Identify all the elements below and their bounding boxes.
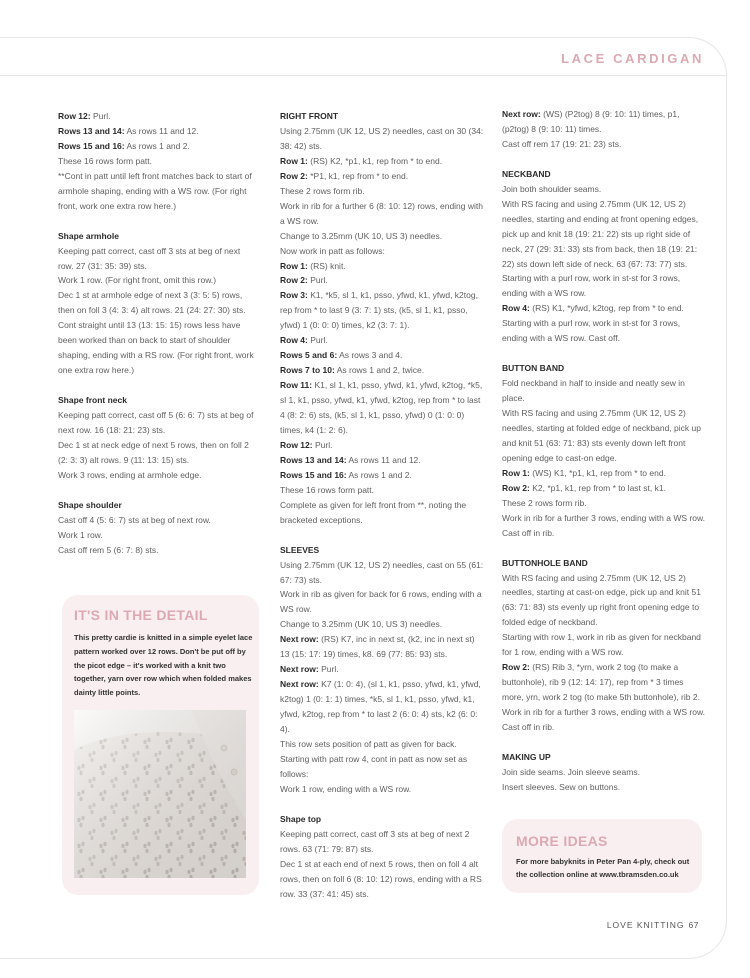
paragraph: Work in rib as given for back for 6 rows, ending with a WS row. — [280, 589, 482, 615]
heading-button-band: BUTTON BAND — [502, 363, 565, 374]
heading-making-up: MAKING UP — [502, 751, 551, 762]
paragraph: Using 2.75mm (UK 12, US 2) needles, cast on 30 (34: 38: 42) sts. — [280, 125, 484, 151]
paragraph: Starting with a purl row, work in st-st for 3 rows, ending with a WS row. Cast off. — [502, 318, 681, 344]
paragraph: Cast off rem 5 (6: 7: 8) sts. — [58, 544, 159, 555]
more-ideas-box — [502, 819, 702, 893]
paragraph: Row 2: (RS) Rib 3, *yrn, work 2 tog (to make a buttonhole), rib 9 (12: 14: 17), rep from * 3 times more, yrn, work 2 tog (to make 5th buttonhole), rib 2. Work in rib for a further 3 rows, ending with a WS row. Cast off in rib. — [502, 662, 705, 733]
paragraph: Work 3 rows, ending at armhole edge. — [58, 469, 202, 480]
paragraph: Dec 1 st at armhole edge of next 3 (3: 5: 5) rows, then on foll 3 (4: 3: 4) alt rows. 21 (24: 27: 30) sts. — [58, 290, 246, 316]
column-1 — [58, 109, 258, 558]
paragraph: **Cont in patt until left front matches back to start of armhole shaping, ending with a WS row. (For right front, work one extra row here.) — [58, 170, 252, 211]
paragraph: Work 1 row, ending with a WS row. — [280, 783, 412, 794]
subheading-shape-shoulder: Shape shoulder — [58, 499, 122, 510]
section-title: LACE CARDIGAN — [561, 51, 704, 66]
paragraph: Keeping patt correct, cast off 3 sts at beg of next row. 27 (31: 35: 39) sts. — [58, 245, 241, 271]
knitted-lace-photo — [74, 710, 246, 878]
paragraph: This row sets position of patt as given for back. Starting with patt row 4, cont in patt as now set as follows: — [280, 739, 468, 779]
heading-neckband: NECKBAND — [502, 168, 551, 179]
paragraph: Starting with a purl row, work in st-st for 3 rows, ending with a WS row. — [502, 273, 681, 299]
paragraph: Row 2: Purl. — [280, 275, 328, 286]
paragraph: These 2 rows form rib. — [280, 185, 365, 196]
magazine-name: LOVE KNITTING — [606, 920, 685, 930]
ideas-title: MORE IDEAS — [516, 833, 608, 849]
paragraph: Rows 15 and 16: As rows 1 and 2. — [280, 469, 412, 480]
paragraph: Next row: (WS) (P2tog) 8 (9: 10: 11) times, p1, (p2tog) 8 (9: 10: 11) times. — [502, 109, 680, 134]
paragraph: Using 2.75mm (UK 12, US 2) needles, cast on 55 (61: 67: 73) sts. — [280, 559, 484, 585]
paragraph: Row 4: (RS) K1, *yfwd, k2tog, rep from * to end. — [502, 303, 684, 314]
paragraph: Rows 15 and 16: As rows 1 and 2. — [58, 140, 190, 151]
paragraph: Rows 5 and 6: As rows 3 and 4. — [280, 350, 403, 361]
lace-pattern-illustration — [74, 710, 246, 878]
paragraph: Keeping patt correct, cast off 3 sts at beg of next 2 rows. 63 (71: 79: 87) sts. — [280, 828, 470, 854]
paragraph: Work 1 row. (For right front, omit this row.) — [58, 275, 217, 286]
paragraph: Change to 3.25mm (UK 10, US 3) needles. — [280, 619, 443, 630]
subheading-shape-top: Shape top — [280, 813, 322, 824]
paragraph: Insert sleeves. Sew on buttons. — [502, 781, 621, 792]
paragraph: Row 1: (RS) knit. — [280, 260, 346, 271]
paragraph: Complete as given for left front from **, noting the bracketed exceptions. — [280, 499, 467, 525]
paragraph: Dec 1 st at each end of next 5 rows, then on foll 4 alt rows, then on foll 6 (8: 10: 12) rows, ending with a RS row. 33 (37: 41: 45) sts. — [280, 858, 482, 899]
paragraph: Cast off 4 (5: 6: 7) sts at beg of next row. — [58, 514, 211, 525]
paragraph: Work 1 row. — [58, 529, 103, 540]
paragraph: With RS facing and using 2.75mm (UK 12, US 2) needles, starting and ending at front opening edges, pick up and knit 18 (19: 21: 22) sts up right side of neck, 27 (29: 31: 33) sts from back, then 18 (19: 21: 22) sts down left side of neck. 63 (67: 73: 77) sts. — [502, 198, 699, 269]
subheading-shape-armhole: Shape armhole — [58, 230, 119, 241]
paragraph: Cont straight until 13 (13: 15: 15) rows less have been worked than on back to start of shoulder shaping, ending with a RS row. (For right front, work one extra row here.) — [58, 320, 254, 376]
page-number: 67 — [688, 920, 699, 930]
paragraph: Fold neckband in half to inside and neatly sew in place. — [502, 378, 685, 404]
paragraph: Next row: Purl. — [280, 664, 339, 675]
detail-title: IT'S IN THE DETAIL — [74, 607, 208, 623]
detail-sidebar — [62, 595, 259, 895]
page-footer — [607, 920, 699, 930]
paragraph: Join both shoulder seams. — [502, 183, 602, 194]
paragraph: Row 11: K1, sl 1, k1, psso, yfwd, k1, yfwd, k2tog, *k5, sl 1, k1, psso, yfwd, k1, yfwd, k2tog, rep from * to last 4 (8: 2: 6) sts, (k5, sl 1, k1, psso, yfwd) 0 (1: 0: 0) times, k4 (1: 2: 6). — [280, 380, 483, 436]
paragraph: Row 3: K1, *k5, sl 1, k1, psso, yfwd, k1, yfwd, k2tog, rep from * to last 9 (3: 7: 1) sts, (k5, sl 1, k1, psso, yfwd) 1 (0: 0: 0) times, k2 (3: 7: 1). — [280, 290, 478, 331]
paragraph: Row 1: (RS) K2, *p1, k1, rep from * to end. — [280, 155, 443, 166]
column-2 — [280, 109, 485, 901]
heading-sleeves: SLEEVES — [280, 544, 320, 555]
paragraph: These 2 rows form rib. — [502, 497, 587, 508]
paragraph: Row 2: K2, *p1, k1, rep from * to last st, k1. — [502, 482, 666, 493]
paragraph: Cast off rem 17 (19: 21: 23) sts. — [502, 138, 622, 149]
heading-buttonhole-band: BUTTONHOLE BAND — [502, 557, 588, 568]
paragraph: Row 1: (WS) K1, *p1, k1, rep from * to end. — [502, 467, 666, 478]
paragraph: Row 4: Purl. — [280, 335, 328, 346]
paragraph: Rows 13 and 14: As rows 11 and 12. — [280, 454, 421, 465]
paragraph: With RS facing and using 2.75mm (UK 12, US 2) needles, starting at cast-on edge, pick up and knit 51 (63: 71: 83) sts evenly up right front opening edge to folded edge of neckband. — [502, 572, 701, 628]
heading-right-front: RIGHT FRONT — [280, 111, 339, 121]
paragraph: Rows 7 to 10: As rows 1 and 2, twice. — [280, 365, 425, 376]
ideas-text: For more babyknits in Peter Pan 4-ply, check out the collection online at www.tbramsden.co.uk — [516, 857, 690, 879]
paragraph: Change to 3.25mm (UK 10, US 3) needles. — [280, 230, 443, 241]
subheading-shape-front-neck: Shape front neck — [58, 395, 127, 406]
paragraph: Row 2: *P1, k1, rep from * to end. — [280, 170, 409, 181]
detail-text: This pretty cardie is knitted in a simple eyelet lace pattern worked over 12 rows. Don't be put off by the picot edge – it's worked with a knit two together, yarn over row which when folded makes dainty little points. — [74, 633, 253, 698]
paragraph: With RS facing and using 2.75mm (UK 12, US 2) needles, starting at folded edge of neckband, pick up and knit 51 (63: 71: 83) sts evenly down left front opening edge to cast-on edge. — [502, 408, 701, 463]
paragraph: Starting with row 1, work in rib as given for neckband for 1 row, ending with a WS row. — [502, 632, 701, 658]
column-3 — [502, 107, 707, 795]
paragraph: Work in rib for a further 6 (8: 10: 12) rows, ending with a WS row. — [280, 200, 483, 226]
paragraph: Work in rib for a further 3 rows, ending with a WS row. Cast off in rib. — [502, 512, 705, 538]
paragraph: Dec 1 st at neck edge of next 5 rows, then on foll 2 (2: 3: 3) alt rows. 9 (11: 13: 15) sts. — [58, 439, 249, 465]
paragraph: Keeping patt correct, cast off 5 (6: 6: 7) sts at beg of next row. 16 (18: 21: 23) sts. — [58, 410, 254, 435]
paragraph: Next row: (RS) K7, inc in next st, (k2, inc in next st) 13 (15: 17: 19) times, k8. 69 (77: 85: 93) sts. — [280, 634, 475, 660]
paragraph: Next row: K7 (1: 0: 4), (sl 1, k1, psso, yfwd, k1, yfwd, k2tog) 1 (0: 1: 1) times, *k5, sl 1, k1, psso, yfwd, k1, yfwd, k2tog, rep from * to last 2 (6: 0: 4) sts, k2 (6: 0: 4). — [280, 679, 481, 735]
paragraph: Row 12: Purl. — [280, 439, 333, 450]
paragraph: Rows 13 and 14: As rows 11 and 12. — [58, 125, 199, 136]
paragraph: Now work in patt as follows: — [280, 245, 385, 256]
paragraph: Join side seams. Join sleeve seams. — [502, 766, 640, 777]
paragraph: These 16 rows form patt. — [58, 155, 153, 166]
paragraph: These 16 rows form patt. — [280, 484, 375, 495]
paragraph: Row 12: Purl. — [58, 111, 111, 121]
